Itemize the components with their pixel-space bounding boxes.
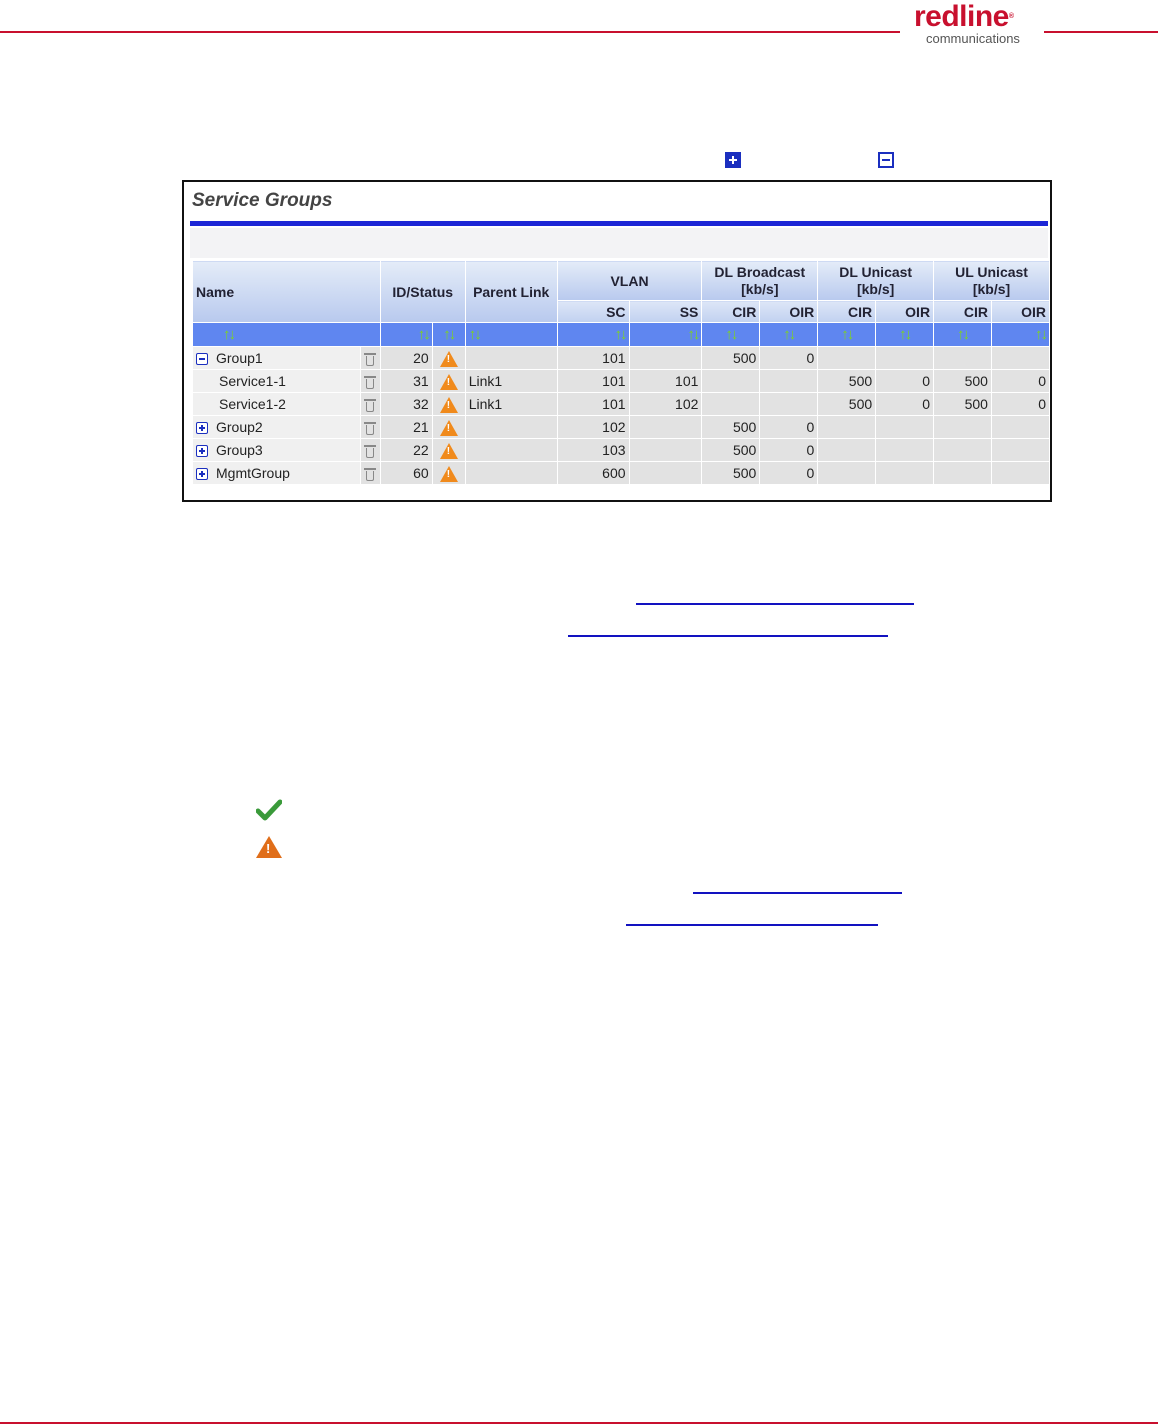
- subheader-ulu-cir[interactable]: CIR: [934, 301, 992, 323]
- col-header-parent-link[interactable]: Parent Link: [465, 261, 557, 323]
- dl-broadcast-cir-cell: 500: [702, 416, 760, 439]
- delete-cell: [360, 370, 380, 393]
- panel-title-bar: [190, 221, 1048, 226]
- parent-link-cell: [465, 416, 557, 439]
- parent-link-cell: Link1: [465, 393, 557, 416]
- ul-unicast-cir-cell: [934, 462, 992, 485]
- redline-logo: redline® communications: [914, 0, 1020, 46]
- vlan-ss-cell: [629, 439, 702, 462]
- status-cell: [432, 370, 465, 393]
- sort-arrows-icon[interactable]: ↑↓: [1035, 326, 1046, 343]
- status-cell: [432, 347, 465, 370]
- parent-link-cell: [465, 462, 557, 485]
- sort-ss[interactable]: [629, 323, 702, 347]
- name-cell: [193, 393, 361, 416]
- sort-dlb-oir[interactable]: [760, 323, 818, 347]
- dl-unicast-oir-cell: 0: [876, 370, 934, 393]
- sort-arrows-icon[interactable]: ↑↓: [841, 326, 853, 343]
- name-cell: [193, 462, 361, 485]
- sort-arrows-icon[interactable]: ↑↓: [468, 326, 480, 343]
- dl-broadcast-cir-cell: 500: [702, 439, 760, 462]
- subheader-ulu-oir[interactable]: OIR: [991, 301, 1049, 323]
- vlan-sc-cell: 600: [557, 462, 629, 485]
- col-header-dl-broadcast: DL Broadcast [kb/s]: [702, 261, 818, 301]
- trash-icon[interactable]: [365, 468, 375, 481]
- warning-icon: [440, 443, 458, 459]
- trash-icon[interactable]: [365, 399, 375, 412]
- sort-status[interactable]: [432, 323, 465, 347]
- sort-dlb-cir[interactable]: [702, 323, 760, 347]
- sort-ulu-cir[interactable]: [934, 323, 992, 347]
- warning-icon: [440, 420, 458, 436]
- row-name-link[interactable]: MgmtGroup: [216, 465, 290, 481]
- warning-icon: [256, 836, 282, 858]
- id-cell: 32: [380, 393, 432, 416]
- expand-row-icon[interactable]: [196, 445, 208, 457]
- subheader-sc[interactable]: SC: [557, 301, 629, 323]
- table-row[interactable]: [193, 393, 1050, 416]
- name-cell: [193, 439, 361, 462]
- cross-reference-link[interactable]: [636, 603, 914, 605]
- dl-broadcast-oir-cell: [760, 393, 818, 416]
- sort-parent-link[interactable]: [465, 323, 557, 347]
- vlan-ss-cell: 102: [629, 393, 702, 416]
- sort-arrows-icon[interactable]: ↑↓: [957, 326, 969, 343]
- vlan-sc-cell: 101: [557, 370, 629, 393]
- vlan-ss-cell: [629, 416, 702, 439]
- cross-reference-link[interactable]: [568, 635, 888, 637]
- collapse-row-icon[interactable]: [196, 353, 208, 365]
- row-name-link[interactable]: Group1: [216, 350, 263, 366]
- warning-icon: [440, 351, 458, 367]
- sort-ulu-oir[interactable]: [991, 323, 1049, 347]
- delete-cell: [360, 347, 380, 370]
- expand-row-icon[interactable]: [196, 422, 208, 434]
- trash-icon[interactable]: [365, 422, 375, 435]
- sort-dlu-oir[interactable]: [876, 323, 934, 347]
- sort-dlu-cir[interactable]: [818, 323, 876, 347]
- subheader-dlb-cir[interactable]: CIR: [702, 301, 760, 323]
- header-rule-right: [1044, 31, 1158, 33]
- ul-unicast-oir-cell: 0: [991, 393, 1049, 416]
- col-header-name[interactable]: Name: [193, 261, 381, 323]
- vlan-sc-cell: 101: [557, 393, 629, 416]
- delete-cell: [360, 439, 380, 462]
- ul-unicast-oir-cell: 0: [991, 370, 1049, 393]
- id-cell: 21: [380, 416, 432, 439]
- dl-broadcast-oir-cell: 0: [760, 462, 818, 485]
- status-cell: [432, 439, 465, 462]
- parent-link-cell: Link1: [465, 370, 557, 393]
- delete-cell: [360, 393, 380, 416]
- table-row[interactable]: [193, 347, 1050, 370]
- footer-rule: [0, 1422, 1158, 1424]
- delete-cell: [360, 462, 380, 485]
- sort-arrows-icon[interactable]: ↑↓: [223, 326, 234, 343]
- sort-arrows-icon[interactable]: ↑↓: [687, 326, 699, 343]
- dl-unicast-cir-cell: [818, 462, 876, 485]
- col-header-id-status[interactable]: ID/Status: [380, 261, 465, 323]
- row-name-link[interactable]: Group2: [216, 419, 263, 435]
- dl-unicast-cir-cell: [818, 416, 876, 439]
- id-cell: 31: [380, 370, 432, 393]
- table-row[interactable]: [193, 462, 1050, 485]
- ul-unicast-cir-cell: [934, 416, 992, 439]
- sort-arrows-icon[interactable]: ↑↓: [899, 326, 911, 343]
- dl-broadcast-oir-cell: [760, 370, 818, 393]
- subheader-dlu-cir[interactable]: CIR: [818, 301, 876, 323]
- sort-arrows-icon[interactable]: ↑↓: [443, 326, 455, 343]
- dl-broadcast-oir-cell: 0: [760, 439, 818, 462]
- subheader-dlb-oir[interactable]: OIR: [760, 301, 818, 323]
- col-header-ul-unicast: UL Unicast [kb/s]: [934, 261, 1050, 301]
- ul-unicast-oir-cell: [991, 462, 1049, 485]
- sort-name[interactable]: [193, 323, 381, 347]
- dl-unicast-oir-cell: [876, 347, 934, 370]
- header-rule-left: [0, 31, 900, 33]
- sort-arrows-icon[interactable]: ↑↓: [614, 326, 626, 343]
- sort-arrows-icon[interactable]: ↑↓: [725, 326, 737, 343]
- dl-unicast-oir-cell: 0: [876, 393, 934, 416]
- status-cell: [432, 393, 465, 416]
- dl-broadcast-cir-cell: 500: [702, 462, 760, 485]
- sort-id[interactable]: [380, 323, 432, 347]
- sort-sc[interactable]: [557, 323, 629, 347]
- ul-unicast-cir-cell: [934, 347, 992, 370]
- dl-broadcast-cir-cell: [702, 370, 760, 393]
- dl-unicast-cir-cell: [818, 347, 876, 370]
- ul-unicast-oir-cell: [991, 416, 1049, 439]
- id-cell: 20: [380, 347, 432, 370]
- dl-broadcast-oir-cell: 0: [760, 347, 818, 370]
- expand-row-icon[interactable]: [196, 468, 208, 480]
- name-cell: [193, 347, 361, 370]
- status-cell: [432, 462, 465, 485]
- table-row[interactable]: [193, 416, 1050, 439]
- dl-broadcast-cir-cell: 500: [702, 347, 760, 370]
- table-row[interactable]: [193, 370, 1050, 393]
- vlan-ss-cell: [629, 347, 702, 370]
- subheader-ss[interactable]: SS: [629, 301, 702, 323]
- dl-unicast-oir-cell: [876, 416, 934, 439]
- sort-arrows-icon[interactable]: ↑↓: [417, 326, 429, 343]
- vlan-sc-cell: 103: [557, 439, 629, 462]
- id-cell: 22: [380, 439, 432, 462]
- row-name-link[interactable]: Service1-1: [219, 373, 286, 389]
- name-cell: [193, 416, 361, 439]
- collapse-icon: [878, 152, 894, 168]
- dl-unicast-oir-cell: [876, 439, 934, 462]
- parent-link-cell: [465, 347, 557, 370]
- vlan-ss-cell: 101: [629, 370, 702, 393]
- dl-broadcast-oir-cell: 0: [760, 416, 818, 439]
- check-icon: [256, 798, 282, 822]
- col-header-vlan: VLAN: [557, 261, 702, 301]
- dl-broadcast-cir-cell: [702, 393, 760, 416]
- panel-title: Service Groups: [192, 190, 333, 211]
- service-groups-panel: [182, 180, 1052, 502]
- warning-icon: [440, 374, 458, 390]
- ul-unicast-cir-cell: 500: [934, 393, 992, 416]
- ul-unicast-oir-cell: [991, 439, 1049, 462]
- name-cell: [193, 370, 361, 393]
- row-name-link[interactable]: Group3: [216, 442, 263, 458]
- ul-unicast-oir-cell: [991, 347, 1049, 370]
- cross-reference-link[interactable]: [693, 892, 902, 894]
- ul-unicast-cir-cell: 500: [934, 370, 992, 393]
- vlan-sc-cell: 101: [557, 347, 629, 370]
- dl-unicast-cir-cell: 500: [818, 393, 876, 416]
- delete-cell: [360, 416, 380, 439]
- sort-arrows-icon[interactable]: ↑↓: [783, 326, 795, 343]
- trash-icon[interactable]: [365, 353, 375, 366]
- vlan-sc-cell: 102: [557, 416, 629, 439]
- expand-icon: [725, 152, 741, 168]
- warning-icon: [440, 397, 458, 413]
- col-header-dl-unicast: DL Unicast [kb/s]: [818, 261, 934, 301]
- vlan-ss-cell: [629, 462, 702, 485]
- dl-unicast-oir-cell: [876, 462, 934, 485]
- table-row[interactable]: [193, 439, 1050, 462]
- dl-unicast-cir-cell: [818, 439, 876, 462]
- ul-unicast-cir-cell: [934, 439, 992, 462]
- trash-icon[interactable]: [365, 376, 375, 389]
- parent-link-cell: [465, 439, 557, 462]
- dl-unicast-cir-cell: 500: [818, 370, 876, 393]
- warning-icon: [440, 466, 458, 482]
- subheader-dlu-oir[interactable]: OIR: [876, 301, 934, 323]
- cross-reference-link[interactable]: [626, 924, 878, 926]
- status-cell: [432, 416, 465, 439]
- service-groups-table: [192, 260, 1050, 485]
- trash-icon[interactable]: [365, 445, 375, 458]
- panel-spacer: [190, 228, 1048, 258]
- id-cell: 60: [380, 462, 432, 485]
- row-name-link[interactable]: Service1-2: [219, 396, 286, 412]
